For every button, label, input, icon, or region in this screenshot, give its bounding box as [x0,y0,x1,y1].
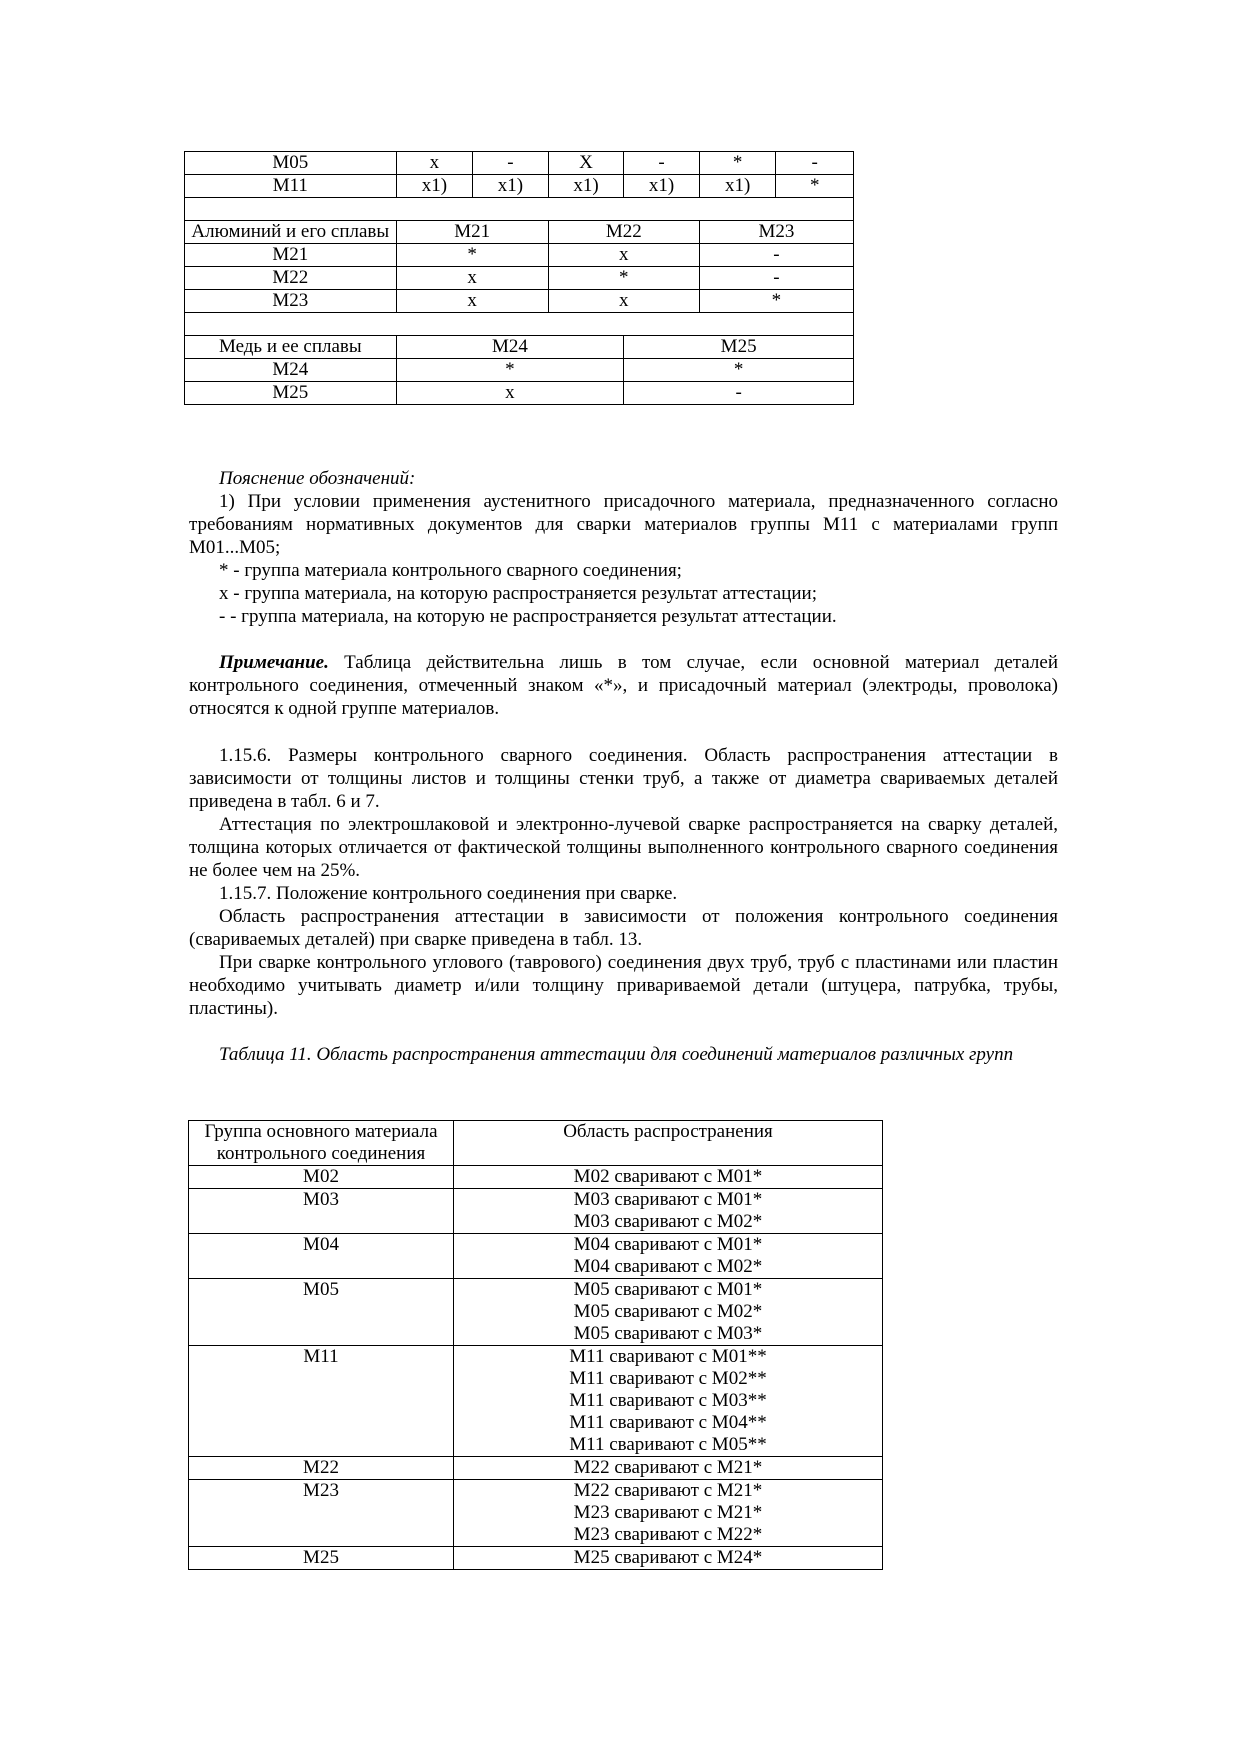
scope-table [188,1120,883,1570]
note-label: Примечание. [219,652,329,673]
table-row [189,1279,883,1346]
table-header-row [185,336,854,359]
scope-line: M23 сваривают с M22* [573,1524,763,1545]
group-cell: M25 [189,1547,454,1570]
table-caption: Таблица 11. Область распространения аттестации для соединений материалов различных групп [219,1044,1014,1065]
table-cell: x1) [473,175,549,198]
table-cell: * [699,152,776,175]
table-header-row [189,1121,883,1166]
scope-cell [454,1547,883,1570]
table-cell: x [396,267,548,290]
scope-cell [454,1480,883,1547]
table-cell: * [624,359,854,382]
table-cell: * [396,244,548,267]
column-header: Область распространения [454,1121,883,1166]
table-cell: * [776,175,854,198]
scope-line: M11 сваривают с M02** [569,1368,767,1389]
scope-cell [454,1279,883,1346]
group-cell: M11 [189,1346,454,1457]
column-header: M23 [699,221,853,244]
row-label: M22 [185,267,397,290]
scope-cell [454,1457,883,1480]
table-row [189,1189,883,1234]
table-cell: - [699,267,853,290]
column-header: M21 [396,221,548,244]
table-row [185,290,854,313]
table-cell: x1) [396,175,473,198]
column-header: M24 [396,336,624,359]
row-label: M25 [185,382,397,405]
note-block [189,651,1058,720]
table-row [185,175,854,198]
copper-header-label: Медь и ее сплавы [185,336,397,359]
legend-item: 1) При условии применения аустенитного присадочного материала, предназначенного согласно требованиям нормативных документов для сварки материалов группы M11 с материалами групп M01...M05; [189,491,1058,558]
scope-line: M11 сваривают с M03** [569,1390,767,1411]
aluminum-header-label: Алюминий и его сплавы [185,221,397,244]
legend-item: - - группа материала, на которую не распространяется результат аттестации. [219,606,837,627]
table-cell: x [548,290,699,313]
paragraph: Область распространения аттестации в зависимости от положения контрольного соединения (свариваемых деталей) при сварке приведена в табл. 13. [189,906,1058,950]
scope-line: M11 сваривают с M05** [569,1434,767,1455]
table-spacer-row [185,198,854,221]
table-cell: * [699,290,853,313]
scope-line: M25 сваривают с M24* [573,1547,763,1568]
table-cell: x [396,290,548,313]
note-paragraph [189,651,1058,720]
table-row [189,1234,883,1279]
table-row [189,1480,883,1547]
legend-item: * - группа материала контрольного сварного соединения; [219,560,682,581]
table-caption-block [189,1043,1058,1066]
scope-cell [454,1346,883,1457]
spacer-cell [185,313,854,336]
table-cell: x1) [548,175,624,198]
paragraph: При сварке контрольного углового (таврового) соединения двух труб, труб с пластинами или пластин необходимо учитывать диаметр и/или толщину привариваемой детали (штуцера, патрубка, трубы, пластины). [189,952,1058,1019]
table-row [185,359,854,382]
scope-cell [454,1189,883,1234]
table-row [185,244,854,267]
paragraph: Аттестация по электрошлаковой и электронно-лучевой сварке распространяется на сварку деталей, толщина которых отличается от фактической толщины выполненного контрольного сварного соединения не более чем на 25%. [189,814,1058,881]
table-row [189,1547,883,1570]
scope-line: M11 сваривают с M01** [569,1346,767,1367]
table-cell: x1) [624,175,700,198]
row-label: M11 [185,175,397,198]
paragraph: 1.15.6. Размеры контрольного сварного соединения. Область распространения аттестации в зависимости от толщины листов и толщины стенки труб, а также от диаметра свариваемых деталей приведена в табл. 6 и 7. [189,745,1058,812]
table-row [185,267,854,290]
group-cell: M22 [189,1457,454,1480]
group-cell: M03 [189,1189,454,1234]
scope-line: M04 сваривают с M02* [573,1256,763,1277]
table-cell: X [548,152,624,175]
legend-item: x - группа материала, на которую распространяется результат аттестации; [219,583,817,604]
column-header: M25 [624,336,854,359]
scope-line: M02 сваривают с M01* [573,1166,763,1187]
table-row [189,1346,883,1457]
table-cell: x1) [699,175,776,198]
table-cell: x [548,244,699,267]
legend-block [189,467,1058,628]
row-label: M21 [185,244,397,267]
group-cell: M02 [189,1166,454,1189]
scope-line: M05 сваривают с M03* [573,1323,763,1344]
table-cell: - [776,152,854,175]
scope-line: M22 сваривают с M21* [573,1480,763,1501]
row-label: M23 [185,290,397,313]
table-row [189,1166,883,1189]
table-row [185,382,854,405]
scope-line: M05 сваривают с M01* [573,1279,763,1300]
paragraph: 1.15.7. Положение контрольного соединения при сварке. [219,883,678,904]
table-cell: x [396,152,473,175]
scope-line: M23 сваривают с M21* [573,1502,763,1523]
group-cell: M04 [189,1234,454,1279]
table-row [189,1457,883,1480]
note-text: Таблица действительна лишь в том случае, если основной материал деталей контрольного соединения, отмеченный знаком «*», и присадочный материал (электроды, проволока) относятся к одной группе материалов. [189,652,1058,719]
row-label: M24 [185,359,397,382]
table-cell: x [396,382,624,405]
scope-cell [454,1166,883,1189]
scope-cell [454,1234,883,1279]
scope-line: M03 сваривают с M01* [573,1189,763,1210]
table-cell: - [699,244,853,267]
table-cell: * [396,359,624,382]
table-cell: - [473,152,549,175]
table-cell: - [624,382,854,405]
scope-line: M11 сваривают с M04** [569,1412,767,1433]
table-header-row [185,221,854,244]
group-cell: M05 [189,1279,454,1346]
table-spacer-row [185,313,854,336]
row-label: M05 [185,152,397,175]
spacer-cell [185,198,854,221]
scope-line: M22 сваривают с M21* [573,1457,763,1478]
column-header: Группа основного материала контрольного соединения [189,1121,454,1166]
table-cell: * [548,267,699,290]
body-text [189,744,1058,1020]
material-group-table [184,151,854,405]
table-cell: - [624,152,700,175]
column-header: M22 [548,221,699,244]
scope-line: M05 сваривают с M02* [573,1301,763,1322]
scope-line: M04 сваривают с M01* [573,1234,763,1255]
group-cell: M23 [189,1480,454,1547]
table-row [185,152,854,175]
scope-line: M03 сваривают с M02* [573,1211,763,1232]
legend-title: Пояснение обозначений: [219,468,416,489]
